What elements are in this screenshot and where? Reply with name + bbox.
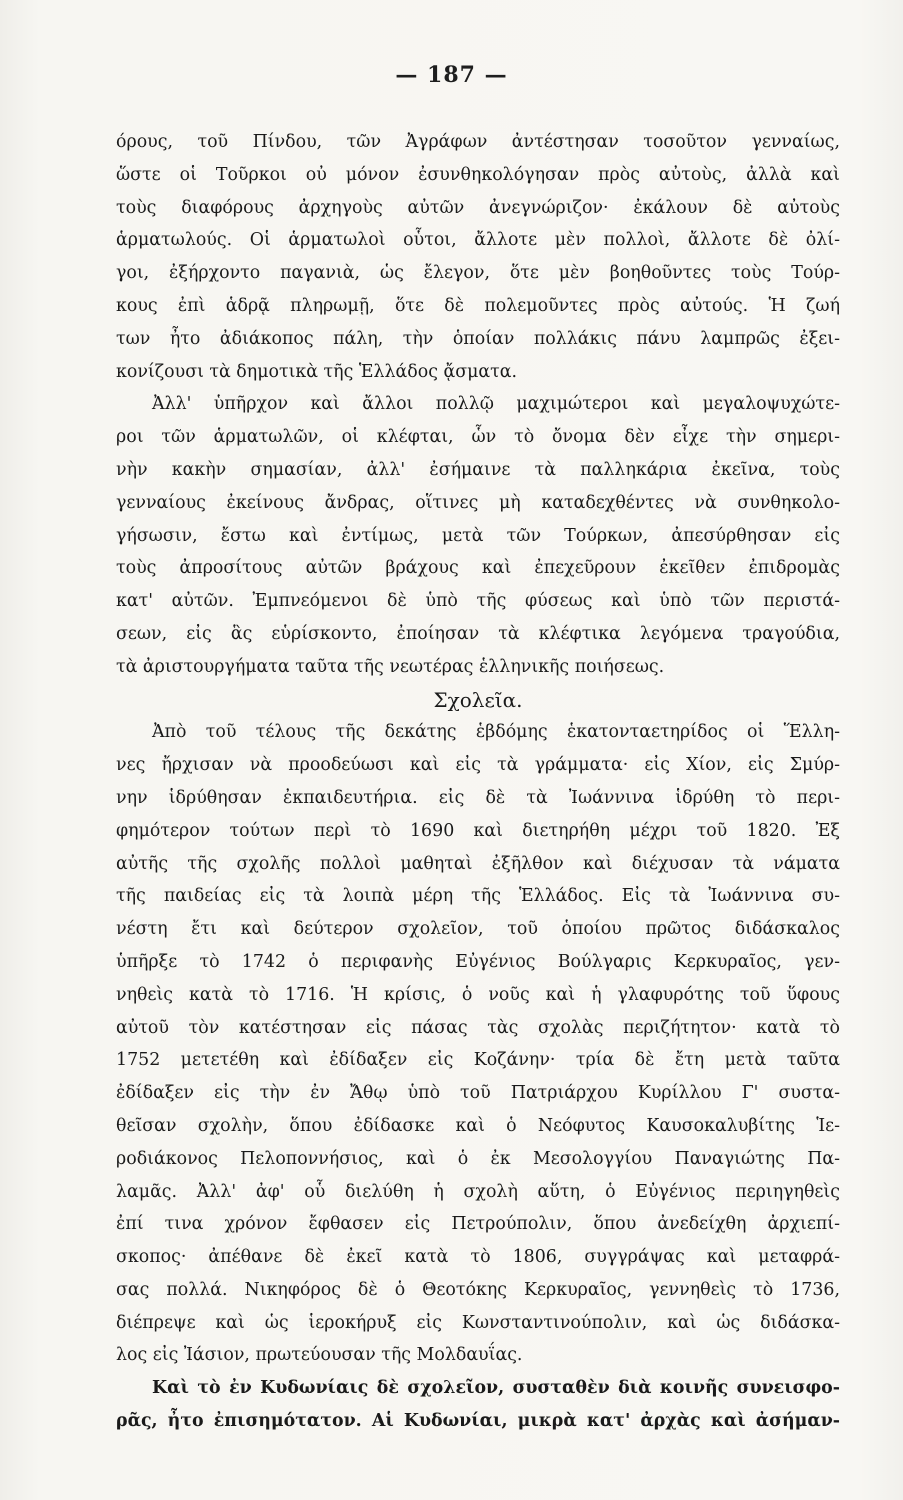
- text-line: σκοπος· ἀπέθανε δὲ ἐκεῖ κατὰ τὸ 1806, συγγράψας καὶ μεταφρά-: [116, 1247, 840, 1268]
- text-line: διέπρεψε καὶ ὡς ἱεροκήρυξ εἰς Κωνσταντινούπολιν, καὶ ὡς διδάσκα-: [116, 1312, 840, 1333]
- text-line: ρᾶς, ἦτο ἐπισημότατον. Αἱ Κυδωνίαι, μικρὰ κατ' ἀρχὰς καὶ ἀσήμαν-: [116, 1411, 840, 1432]
- text-line: λος εἰς Ἰάσιον, πρωτεύουσαν τῆς Μολδαυΐας.: [116, 1345, 523, 1366]
- text-line: γήσωσιν, ἔστω καὶ ἐντίμως, μετὰ τῶν Τούρκων, ἀπεσύρθησαν εἰς: [116, 525, 840, 546]
- text-line: νες ἤρχισαν νὰ προοδεύωσι καὶ εἰς τὰ γράμματα· εἰς Χίον, εἰς Σμύρ-: [116, 755, 840, 776]
- text-line: ἐπί τινα χρόνον ἔφθασεν εἰς Πετρούπολιν, ὅπου ἀνεδείχθη ἀρχιεπί-: [116, 1214, 840, 1235]
- text-line: ὑπῆρξε τὸ 1742 ὁ περιφανὴς Εὐγένιος Βούλγαρις Κερκυραῖος, γεν-: [116, 951, 840, 972]
- body-text: [116, 126, 840, 1438]
- text-line: ἐδίδαξεν εἰς τὴν ἐν Ἄθῳ ὑπὸ τοῦ Πατριάρχου Κυρίλλου Γ' συστα-: [116, 1083, 840, 1104]
- text-line: όρους, τοῦ Πίνδου, τῶν Ἀγράφων ἀντέστησαν τοσοῦτον γενναίως,: [116, 132, 840, 152]
- text-line: φημότερον τούτων περὶ τὸ 1690 καὶ διετηρήθη μέχρι τοῦ 1820. Ἐξ: [116, 820, 840, 841]
- text-line: σεων, εἰς ἃς εὑρίσκοντο, ἐποίησαν τὰ κλέφτικα λεγόμενα τραγούδια,: [116, 623, 840, 644]
- text-line: αὐτοῦ τὸν κατέστησαν εἰς πάσας τὰς σχολὰς περιζήτητον· κατὰ τὸ: [116, 1017, 840, 1038]
- text-line: λαμᾶς. Ἀλλ' ἀφ' οὗ διελύθη ἡ σχολὴ αὕτη, ὁ Εὐγένιος περιηγηθεὶς: [116, 1181, 840, 1202]
- text-line: τοὺς ἀπροσίτους αὐτῶν βράχους καὶ ἐπεχεῦρουν ἐκεῖθεν ἐπιδρομὰς: [116, 558, 840, 579]
- text-line: νηθεὶς κατὰ τὸ 1716. Ἡ κρίσις, ὁ νοῦς καὶ ἡ γλαφυρότης τοῦ ὕφους: [116, 984, 840, 1005]
- text-line: γοι, ἐξήρχοντο παγανιὰ, ὡς ἔλεγον, ὅτε μὲν βοηθοῦντες τοὺς Τούρ-: [116, 263, 840, 284]
- text-line: ροι τῶν ἁρματωλῶν, οἱ κλέφται, ὧν τὸ ὄνομα δὲν εἶχε τὴν σημερι-: [116, 427, 840, 448]
- text-line: 1752 μετετέθη καὶ ἐδίδαξεν εἰς Κοζάνην· τρία δὲ ἔτη μετὰ ταῦτα: [116, 1050, 840, 1071]
- text-line: τῆς παιδείας εἰς τὰ λοιπὰ μέρη τῆς Ἑλλάδος. Εἰς τὰ Ἰωάννινα συ-: [116, 886, 840, 907]
- text-line: Καὶ τὸ ἐν Κυδωνίαις δὲ σχολεῖον, συσταθὲν διὰ κοινῆς συνεισφο-: [152, 1378, 840, 1399]
- text-line: νὴν κακὴν σημασίαν, ἀλλ' ἐσήμαινε τὰ παλληκάρια ἐκεῖνα, τοὺς: [116, 459, 840, 480]
- text-line: τὰ ἀριστουργήματα ταῦτα τῆς νεωτέρας ἑλληνικῆς ποιήσεως.: [116, 656, 665, 677]
- text-line: γενναίους ἐκείνους ἄνδρας, οἵτινες μὴ καταδεχθέντες νὰ συνθηκολο-: [116, 492, 840, 513]
- text-line: νην ἱδρύθησαν ἐκπαιδευτήρια. εἰς δὲ τὰ Ἰωάννινα ἱδρύθη τὸ περι-: [116, 787, 840, 808]
- text-line: αὐτῆς τῆς σχολῆς πολλοὶ μαθηταὶ ἐξῆλθον καὶ διέχυσαν τὰ νάματα: [116, 853, 840, 874]
- text-line: κονίζουσι τὰ δημοτικὰ τῆς Ἑλλάδος ᾄσματα.: [116, 361, 518, 382]
- text-line: ὥστε οἱ Τοῦρκοι οὐ μόνον ἐσυνθηκολόγησαν πρὸς αὐτοὺς, ἀλλὰ καὶ: [116, 164, 840, 185]
- text-line: σας πολλά. Νικηφόρος δὲ ὁ Θεοτόκης Κερκυραῖος, γεννηθεὶς τὸ 1736,: [116, 1279, 840, 1300]
- text-line: τοὺς διαφόρους ἀρχηγοὺς αὐτῶν ἀνεγνώριζον· ἐκάλουν δὲ αὐτοὺς: [116, 197, 840, 218]
- text-line: νέστη ἔτι καὶ δεύτερον σχολεῖον, τοῦ ὁποίου πρῶτος διδάσκαλος: [116, 919, 840, 940]
- text-line: Ἀπὸ τοῦ τέλους τῆς δεκάτης ἑβδόμης ἑκατονταετηρίδος οἱ Ἕλλη-: [152, 722, 840, 743]
- text-line: ροδιάκονος Πελοποννήσιος, καὶ ὁ ἐκ Μεσολογγίου Παναγιώτης Πα-: [116, 1148, 840, 1169]
- page-number: — 187 —: [395, 62, 508, 88]
- text-line: κατ' αὐτῶν. Ἐμπνεόμενοι δὲ ὑπὸ τῆς φύσεως καὶ ὑπὸ τῶν περιστά-: [116, 591, 840, 612]
- text-line: θεῖσαν σχολὴν, ὅπου ἐδίδασκε καὶ ὁ Νεόφυτος Καυσοκαλυβίτης Ἱε-: [116, 1115, 840, 1136]
- section-heading: Σχολεῖα.: [433, 687, 523, 712]
- text-line: των ἦτο ἀδιάκοπος πάλη, τὴν ὁποίαν πολλάκις πάνυ λαμπρῶς ἐξει-: [116, 328, 840, 349]
- text-line: κους ἐπὶ ἁδρᾷ πληρωμῇ, ὅτε δὲ πολεμοῦντες πρὸς αὐτούς. Ἡ ζωή: [116, 295, 840, 316]
- text-line: Ἀλλ' ὑπῆρχον καὶ ἄλλοι πολλῷ μαχιμώτεροι καὶ μεγαλοψυχώτε-: [152, 394, 840, 415]
- text-line: ἁρματωλούς. Οἱ ἁρματωλοὶ οὗτοι, ἄλλοτε μὲν πολλοὶ, ἄλλοτε δὲ ὀλί-: [116, 230, 840, 251]
